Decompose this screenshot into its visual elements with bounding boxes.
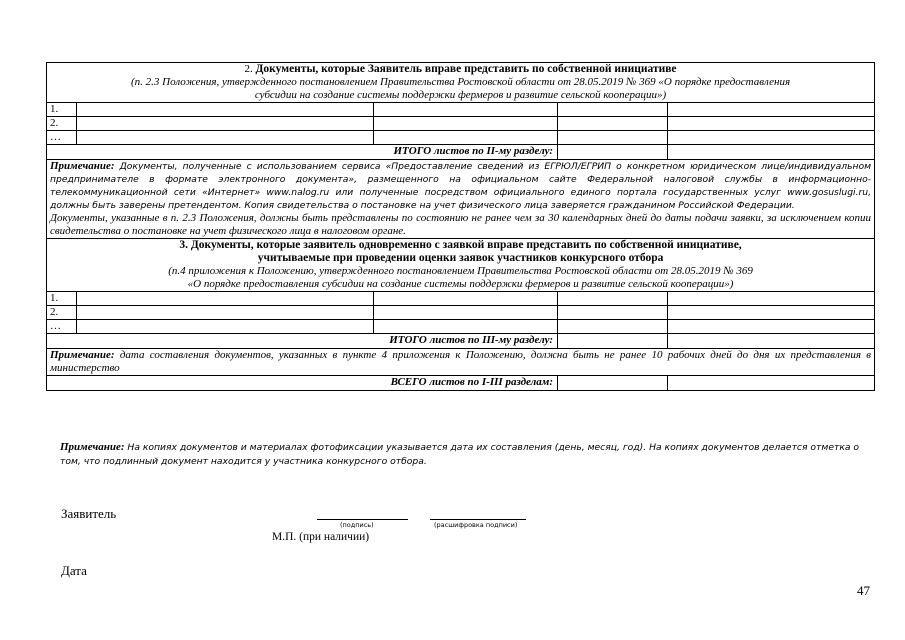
section3-total-row [47, 334, 875, 349]
table-cell[interactable] [558, 320, 668, 334]
section3-title-2: учитываемые при проведении оценки заявок участников конкурсного отбора [257, 252, 664, 264]
table-cell[interactable] [77, 320, 374, 334]
row-number: … [47, 131, 77, 145]
section2-title: Документы, которые Заявитель вправе представить по собственной инициативе [255, 63, 677, 75]
table-cell[interactable] [77, 117, 374, 131]
section2-note-2: Документы, указанные в п. 2.3 Положения, должны быть представлены по состоянию не ранее чем за 30 календарных дней до даты подачи заявки, за исключением копии свидетельства о постановке на учет физического лица в налоговом органе. [50, 212, 872, 237]
table-cell[interactable] [374, 292, 558, 306]
table-cell[interactable] [558, 131, 668, 145]
table-cell[interactable] [668, 131, 875, 145]
grand-total-label: ВСЕГО листов по I-III разделам: [47, 376, 558, 391]
section2-note-row [47, 160, 875, 239]
table-cell[interactable] [558, 292, 668, 306]
section2-note [50, 160, 871, 212]
section3-total-value[interactable] [558, 334, 668, 349]
section3-note-row [47, 349, 875, 376]
table-cell[interactable] [374, 131, 558, 145]
row-number: 1. [47, 103, 77, 117]
table-cell [668, 334, 875, 349]
bottom-note [60, 440, 874, 469]
table-cell[interactable] [374, 103, 558, 117]
section3-note-text: дата составления документов, указанных в пункте 4 приложения к Положению, должна быть не ранее 10 рабочих дней до дня их представления в министерство [50, 349, 872, 374]
grand-total-row [47, 376, 875, 391]
section3-subtitle-2: «О порядке предоставления субсидии на создание системы поддержки фермеров и развитие сельской кооперации») [187, 278, 734, 290]
table-row [47, 292, 875, 306]
table-cell[interactable] [668, 117, 875, 131]
section3-note [50, 349, 871, 375]
table-row [47, 306, 875, 320]
table-cell[interactable] [668, 320, 875, 334]
stamp-label: М.П. (при наличии) [272, 531, 370, 543]
applicant-label: Заявитель [61, 506, 117, 521]
section3-header [47, 239, 875, 292]
table-cell [668, 376, 875, 391]
table-cell[interactable] [77, 103, 374, 117]
bottom-note-text: На копиях документов и материалах фотофиксации указывается дата их составления (день, месяц, год). На копиях документов делается отметка о том, что подлинный документ находится у участника конкурсного отбора. [60, 442, 860, 467]
section2-number: 2. [244, 63, 253, 75]
section2-subtitle-1: (п. 2.3 Положения, утвержденного постановлением Правительства Ростовской области от 28.05.2019 № 369 «О порядке предоставления [130, 76, 791, 88]
table-cell[interactable] [77, 131, 374, 145]
date-label: Дата [61, 563, 87, 578]
table-cell[interactable] [374, 320, 558, 334]
row-number: … [47, 320, 77, 334]
signature-caption: (подпись) [340, 521, 374, 529]
table-cell[interactable] [558, 117, 668, 131]
table-row [47, 117, 875, 131]
row-number: 2. [47, 306, 77, 320]
table-cell[interactable] [77, 306, 374, 320]
section2-total-value[interactable] [558, 145, 668, 160]
table-cell [668, 145, 875, 160]
decoding-line[interactable] [430, 519, 526, 520]
section2-note-label: Примечание: [50, 160, 115, 172]
signature-line[interactable] [317, 519, 408, 520]
table-cell[interactable] [668, 292, 875, 306]
table-cell[interactable] [668, 306, 875, 320]
section3-note-label: Примечание: [50, 349, 115, 361]
section3-total-label: ИТОГО листов по III-му разделу: [47, 334, 558, 349]
grand-total-value[interactable] [558, 376, 668, 391]
table-cell[interactable] [77, 292, 374, 306]
row-number: 1. [47, 292, 77, 306]
table-cell[interactable] [668, 103, 875, 117]
documents-table [46, 62, 875, 391]
table-cell[interactable] [558, 103, 668, 117]
section3-title-1: 3. Документы, которые заявитель одновременно с заявкой вправе представить по собственной инициативе, [179, 239, 742, 251]
section2-total-row [47, 145, 875, 160]
table-row [47, 103, 875, 117]
bottom-note-label: Примечание: [60, 441, 125, 453]
section2-header [47, 63, 875, 103]
page-number: 47 [857, 583, 870, 598]
table-cell[interactable] [558, 306, 668, 320]
table-cell[interactable] [374, 117, 558, 131]
table-row [47, 320, 875, 334]
decoding-caption: (расшифровка подписи) [434, 521, 518, 529]
table-row [47, 131, 875, 145]
section2-subtitle-2: субсидии на создание системы поддержки фермеров и развитие сельской кооперации») [254, 89, 667, 101]
section3-subtitle-1: (п.4 приложения к Положению, утвержденного постановлением Правительства Ростовской области от 28.05.2019 № 369 [168, 265, 753, 277]
section2-total-label: ИТОГО листов по II-му разделу: [47, 145, 558, 160]
row-number: 2. [47, 117, 77, 131]
section2-note-text: Документы, полученные с использованием сервиса «Предоставление сведений из ЕГРЮЛ/ЕГРИП о конкретном юридическом лице/индивидуальном предпринимателе в формате электронного документа», размещенного на официальном сайте Федеральной налоговой службы в информационно-телекоммуникационной сети «Интернет» www.nalog.ru или полученные посредством официального единого портала государственных услуг www.gosuslugi.ru, должны быть заверены претендентом. Копия свидетельства о постановке на учет физического лица заверяется гражданином Российской Федерации. [50, 161, 872, 211]
table-cell[interactable] [374, 306, 558, 320]
